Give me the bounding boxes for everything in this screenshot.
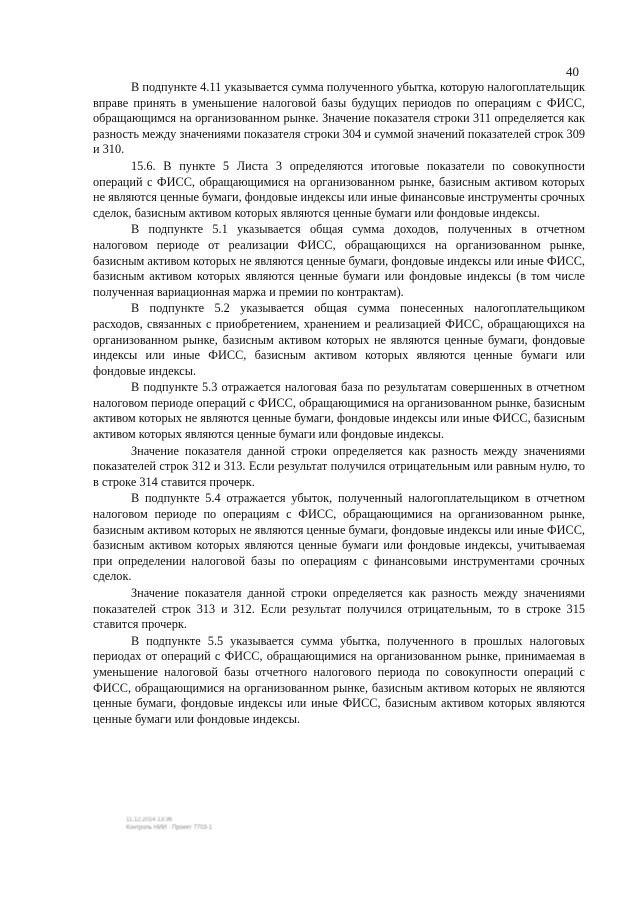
paragraph-15-6: 15.6. В пункте 5 Листа 3 определяются итоговые показатели по совокупности операций с ФИСС, обращающимися на организованном рынке, базисным активом которых не являются ценные бумаги, фондовые индексы или иные финансовые инструменты срочных сделок, базисным активом которых являются ценные бумаги или фондовые индексы. (93, 158, 585, 220)
document-body (93, 80, 585, 728)
paragraph-line-315: Значение показателя данной строки определяется как разность между значениями показателей строк 313 и 312. Если результат получился отрицательным, то в строке 315 ставится прочерк. (93, 586, 585, 632)
paragraph-5-3: В подпункте 5.3 отражается налоговая база по результатам совершенных в отчетном налоговом периоде операций с ФИСС, обращающимися на организованном рынке, базисным активом которых не являются ценные бумаги, фондовые индексы или иные ФИСС, базисным активом которых являются ценные бумаги или фондовые индексы. (93, 380, 585, 442)
paragraph-4-11: В подпункте 4.11 указывается сумма полученного убытка, которую налогоплательщик вправе принять в уменьшение налоговой базы будущих периодов по операциям с ФИСС, обращающимся на организованном рынке. Значение показателя строки 311 определяется как разность между значениями показателя строки 304 и суммой значений показателей строк 309 и 310. (93, 80, 585, 157)
footer-line-1: 11.12.2014 13:36 (126, 817, 173, 823)
paragraph-5-2: В подпункте 5.2 указывается общая сумма понесенных налогоплательщиком расходов, связанных с приобретением, хранением и реализацией ФИСС, обращающихся на организованном рынке, базисным активом которых не являются ценные бумаги, фондовые индексы или иные ФИСС, базисным активом которых являются ценные бумаги или фондовые индексы. (93, 301, 585, 378)
footer-stamp (126, 816, 212, 832)
paragraph-5-1: В подпункте 5.1 указывается общая сумма доходов, полученных в отчетном налоговом периоде от реализации ФИСС, обращающихся на организованном рынке, базисным активом которых не являются ценные бумаги, фондовые индексы или иные ФИСС, базисным активом которых являются ценные бумаги или фондовые индексы (в том числе полученная вариационная маржа и премии по контрактам). (93, 222, 585, 299)
footer-line-2: Контроль НИИ · Проект 7703-1 (126, 825, 213, 831)
paragraph-5-4: В подпункте 5.4 отражается убыток, полученный налогоплательщиком в отчетном налоговом периоде по операциям с ФИСС, обращающимися на организованном рынке, базисным активом которых не являются ценные бумаги, фондовые индексы или иные ФИСС, базисным активом которых являются ценные бумаги или фондовые индексы, учитываемая при определении налоговой базы по операциям с финансовыми инструментами срочных сделок. (93, 491, 585, 584)
paragraph-5-5: В подпункте 5.5 указывается сумма убытка, полученного в прошлых налоговых периодах от операций с ФИСС, обращающимися на организованном рынке, принимаемая в уменьшение налоговой базы отчетного налогового периода по совокупности операций с ФИСС, обращающимися на организованном рынке, базисным активом которых не являются ценные бумаги, фондовые индексы или иные ФИСС, базисным активом которых являются ценные бумаги или фондовые индексы. (93, 633, 585, 726)
page-number: 40 (566, 64, 579, 79)
paragraph-line-314: Значение показателя данной строки определяется как разность между значениями показателей строк 312 и 313. Если результат получился отрицательным или равным нулю, то в строке 314 ставится прочерк. (93, 443, 585, 489)
